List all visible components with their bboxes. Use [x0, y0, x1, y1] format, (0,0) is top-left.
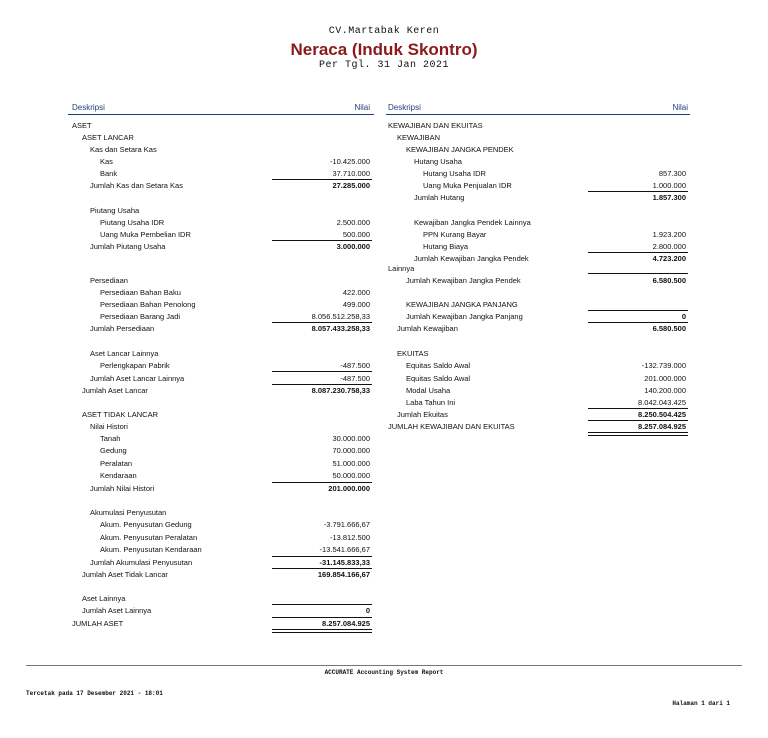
subtotal-rule — [272, 384, 372, 385]
atl-heading: ASET TIDAK LANCAR — [82, 410, 158, 419]
jml-hutang-label: Jumlah Hutang — [414, 193, 465, 202]
bahan-penolong-label: Persediaan Bahan Penolong — [100, 300, 196, 309]
kewajiban-ekuitas-heading: KEWAJIBAN DAN EKUITAS — [388, 121, 483, 130]
jumlah-ke-label: JUMLAH KEWAJIBAN DAN EKUITAS — [388, 422, 515, 431]
ekuitas-saldo-2-value: 201.000.000 — [644, 374, 686, 383]
jumlah-aset-value: 8.257.084.925 — [322, 619, 370, 628]
report-period: Per Tgl. 31 Jan 2021 — [318, 60, 450, 71]
jml-kjp-lain-label-1: Jumlah Kewajiban Jangka Pendek — [414, 254, 529, 263]
jml-kas-value: 27.285.000 — [332, 181, 370, 190]
hutang-idr-value: 857.300 — [658, 169, 686, 178]
peralatan-value: 51.000.000 — [332, 459, 370, 468]
jml-akum-label: Jumlah Akumulasi Penyusutan — [90, 558, 193, 567]
subtotal-rule — [588, 420, 688, 421]
jml-kas-label: Jumlah Kas dan Setara Kas — [90, 181, 183, 190]
kas-value: -10.425.000 — [329, 157, 370, 166]
hutang-idr-label: Hutang Usaha IDR — [423, 169, 486, 178]
right-desc-header: Deskripsi — [388, 103, 421, 112]
subtotal-rule — [272, 556, 372, 557]
hutang-usaha-heading: Hutang Usaha — [414, 157, 462, 166]
subtotal-rule — [588, 310, 688, 311]
aset-lain-heading: Aset Lainnya — [82, 594, 126, 603]
subtotal-rule — [588, 322, 688, 323]
perlengkapan-value: -487.500 — [340, 361, 370, 370]
alo-heading: Aset Lancar Lainnya — [90, 349, 159, 358]
bahan-baku-value: 422.000 — [342, 288, 370, 297]
uang-muka-beli-value: 500.000 — [342, 230, 370, 239]
left-value-header: Nilai — [354, 103, 370, 112]
gedung-label: Gedung — [100, 446, 127, 455]
bahan-baku-label: Persediaan Bahan Baku — [100, 288, 181, 297]
ekuitas-heading: EKUITAS — [397, 349, 429, 358]
jml-aset-lancar-label: Jumlah Aset Lancar — [82, 386, 148, 395]
subtotal-rule — [588, 273, 688, 274]
akum-gedung-value: -3.791.666,67 — [323, 520, 370, 529]
aset-lancar-heading: ASET LANCAR — [82, 133, 134, 142]
jml-kjpj-label: Jumlah Kewajiban Jangka Panjang — [406, 312, 523, 321]
jml-kewajiban-value: 6.580.500 — [652, 324, 686, 333]
jml-aset-lain-value: 0 — [365, 606, 370, 615]
subtotal-rule — [272, 482, 372, 483]
jml-kjp-lain-value: 4.723.200 — [652, 254, 686, 263]
jml-kewajiban-label: Jumlah Kewajiban — [397, 324, 458, 333]
perlengkapan-label: Perlengkapan Pabrik — [100, 361, 170, 370]
piutang-idr-label: Piutang Usaha IDR — [100, 218, 165, 227]
subtotal-rule — [272, 322, 372, 323]
uang-muka-jual-label: Uang Muka Penjualan IDR — [423, 181, 512, 190]
subtotal-rule — [272, 568, 372, 569]
ppn-value: 1.923.200 — [652, 230, 686, 239]
ekuitas-saldo-1-value: -132.739.000 — [641, 361, 686, 370]
jml-piutang-label: Jumlah Piutang Usaha — [90, 242, 166, 251]
jml-kjp-label: Jumlah Kewajiban Jangka Pendek — [406, 276, 521, 285]
jml-alo-value: -487.500 — [340, 374, 370, 383]
persediaan-heading: Persediaan — [90, 276, 128, 285]
kendaraan-label: Kendaraan — [100, 471, 137, 480]
aset-heading: ASET — [72, 121, 92, 130]
jml-aset-lancar-value: 8.087.230.758,33 — [311, 386, 370, 395]
akum-heading: Akumulasi Penyusutan — [90, 508, 167, 517]
jml-nilai-histori-value: 201.000.000 — [328, 484, 370, 493]
jml-atl-value: 169.854.166,67 — [317, 570, 370, 579]
jml-ekuitas-value: 8.250.504.425 — [638, 410, 686, 419]
subtotal-rule — [588, 191, 688, 192]
total-double-rule — [588, 432, 688, 436]
subtotal-rule — [272, 240, 372, 241]
total-double-rule — [272, 629, 372, 633]
subtotal-rule — [588, 252, 688, 253]
jml-ekuitas-label: Jumlah Ekuitas — [397, 410, 448, 419]
tanah-value: 30.000.000 — [332, 434, 370, 443]
report-title: Neraca (Induk Skontro) — [290, 40, 478, 59]
subtotal-rule — [272, 371, 372, 372]
modal-usaha-value: 140.200.000 — [644, 386, 686, 395]
subtotal-rule — [272, 179, 372, 180]
akum-kendaraan-value: -13.541.666,67 — [319, 545, 370, 554]
nilai-histori-heading: Nilai Histori — [90, 422, 128, 431]
peralatan-label: Peralatan — [100, 459, 133, 468]
jml-kjp-lain-label-2: Lainnya — [388, 264, 415, 273]
jumlah-aset-label: JUMLAH ASET — [72, 619, 124, 628]
akum-gedung-label: Akum. Penyusutan Gedung — [100, 520, 192, 529]
kjpj-heading: KEWAJIBAN JANGKA PANJANG — [406, 300, 518, 309]
kas-setara-heading: Kas dan Setara Kas — [90, 145, 157, 154]
left-desc-header: Deskripsi — [72, 103, 105, 112]
left-header-rule — [68, 114, 374, 115]
hutang-biaya-value: 2.800.000 — [652, 242, 686, 251]
bank-value: 37.710.000 — [332, 169, 370, 178]
jml-alo-label: Jumlah Aset Lancar Lainnya — [90, 374, 185, 383]
jml-persediaan-label: Jumlah Persediaan — [90, 324, 155, 333]
piutang-heading: Piutang Usaha — [90, 206, 140, 215]
bahan-penolong-value: 499.000 — [342, 300, 370, 309]
footer-system: ACCURATE Accounting System Report — [324, 669, 444, 676]
kewajiban-heading: KEWAJIBAN — [397, 133, 441, 142]
tanah-label: Tanah — [100, 434, 121, 443]
laba-value: 8.042.043.425 — [638, 398, 686, 407]
akum-peralatan-label: Akum. Penyusutan Peralatan — [100, 533, 198, 542]
subtotal-rule — [272, 617, 372, 618]
jml-kjp-value: 6.580.500 — [652, 276, 686, 285]
kendaraan-value: 50.000.000 — [332, 471, 370, 480]
kjp-lain-heading: Kewajiban Jangka Pendek Lainnya — [414, 218, 531, 227]
piutang-idr-value: 2.500.000 — [336, 218, 370, 227]
jml-kjpj-value: 0 — [681, 312, 686, 321]
jml-akum-value: -31.145.833,33 — [319, 558, 370, 567]
akum-peralatan-value: -13.812.500 — [329, 533, 370, 542]
jml-persediaan-value: 8.057.433.258,33 — [311, 324, 370, 333]
uang-muka-beli-label: Uang Muka Pembelian IDR — [100, 230, 191, 239]
ekuitas-saldo-1-label: Equitas Saldo Awal — [406, 361, 471, 370]
barang-jadi-value: 8.056.512.258,33 — [311, 312, 370, 321]
company-name: CV.Martabak Keren — [328, 26, 440, 37]
kas-label: Kas — [100, 157, 113, 166]
page-number: Halaman 1 dari 1 — [672, 700, 730, 707]
modal-usaha-label: Modal Usaha — [406, 386, 451, 395]
footer-rule — [26, 665, 742, 666]
jumlah-ke-value: 8.257.084.925 — [638, 422, 686, 431]
gedung-value: 70.000.000 — [332, 446, 370, 455]
laba-label: Laba Tahun Ini — [406, 398, 456, 407]
barang-jadi-label: Persediaan Barang Jadi — [100, 312, 181, 321]
jml-hutang-value: 1.857.300 — [652, 193, 686, 202]
ekuitas-saldo-2-label: Equitas Saldo Awal — [406, 374, 471, 383]
ppn-label: PPN Kurang Bayar — [423, 230, 487, 239]
hutang-biaya-label: Hutang Biaya — [423, 242, 469, 251]
uang-muka-jual-value: 1.000.000 — [652, 181, 686, 190]
subtotal-rule — [588, 408, 688, 409]
printed-timestamp: Tercetak pada 17 Desember 2021 - 18:01 — [26, 690, 163, 697]
jml-piutang-value: 3.000.000 — [336, 242, 370, 251]
jml-atl-label: Jumlah Aset Tidak Lancar — [82, 570, 168, 579]
right-value-header: Nilai — [672, 103, 688, 112]
kjp-heading: KEWAJIBAN JANGKA PENDEK — [406, 145, 514, 154]
bank-label: Bank — [100, 169, 118, 178]
akum-kendaraan-label: Akum. Penyusutan Kendaraan — [100, 545, 202, 554]
jml-nilai-histori-label: Jumlah Nilai Histori — [90, 484, 155, 493]
jml-aset-lain-label: Jumlah Aset Lainnya — [82, 606, 152, 615]
right-header-rule — [386, 114, 690, 115]
subtotal-rule — [272, 604, 372, 605]
